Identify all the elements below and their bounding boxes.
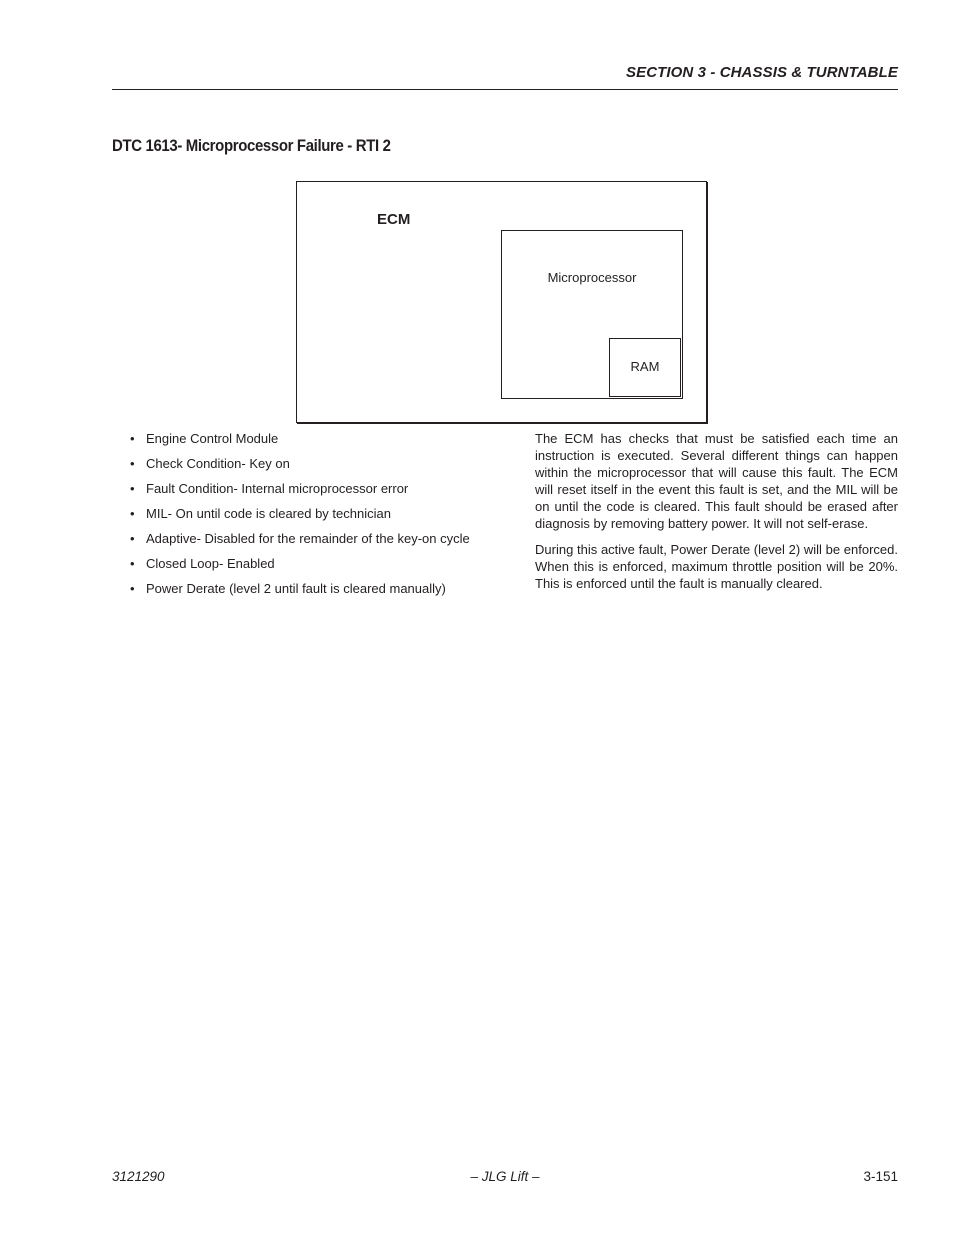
list-item xyxy=(130,580,510,605)
ecm-diagram xyxy=(296,181,707,423)
header-rule xyxy=(112,89,898,90)
footer-page-number: 3-151 xyxy=(863,1169,898,1184)
list-item xyxy=(130,555,510,580)
list-item-text: Adaptive- Disabled for the remainder of the key-on cycle xyxy=(146,531,470,546)
list-item xyxy=(130,480,510,505)
footer-publisher: – JLG Lift – xyxy=(470,1169,540,1184)
list-item-text: MIL- On until code is cleared by technician xyxy=(146,506,391,521)
list-item-text: Fault Condition- Internal microprocessor error xyxy=(146,481,409,496)
list-item xyxy=(130,505,510,530)
list-item xyxy=(130,455,510,480)
ecm-label: ECM xyxy=(377,211,411,228)
bullet-icon: • xyxy=(130,531,135,546)
ram-box xyxy=(609,338,681,397)
bullet-icon: • xyxy=(130,456,135,471)
bullet-icon: • xyxy=(130,481,135,496)
bullet-icon: • xyxy=(130,581,135,596)
list-item xyxy=(130,530,510,555)
derate-paragraph: During this active fault, Power Derate (level 2) will be enforced. When this is enforced, maximum throttle position will be 20%. This is enforced until the fault is manually cleared. xyxy=(535,542,898,591)
bullet-icon: • xyxy=(130,431,135,446)
ram-label: RAM xyxy=(630,359,660,374)
section-header: SECTION 3 - CHASSIS & TURNTABLE xyxy=(625,64,898,81)
page-heading: DTC 1613- Microprocessor Failure - RTI 2 xyxy=(112,136,391,155)
condition-list xyxy=(130,430,510,605)
footer-doc-number: 3121290 xyxy=(112,1169,165,1184)
list-item-text: Power Derate (level 2 until fault is cleared manually) xyxy=(146,581,446,596)
bullet-icon: • xyxy=(130,506,135,521)
description-paragraph: The ECM has checks that must be satisfied each time an instruction is executed. Several different things can happen within the microprocessor that will cause this fault. The ECM will reset itself in the event this fault is set, and the MIL will be on until the code is cleared. This fault should be erased after diagnosis by removing battery power. It will not self-erase. xyxy=(535,431,898,531)
list-item-text: Engine Control Module xyxy=(146,431,279,446)
list-item-text: Check Condition- Key on xyxy=(146,456,290,471)
list-item-text: Closed Loop- Enabled xyxy=(146,556,275,571)
bullet-icon: • xyxy=(130,556,135,571)
list-item xyxy=(130,430,510,455)
microprocessor-label: Microprocessor xyxy=(547,270,637,285)
description-column xyxy=(535,430,898,601)
